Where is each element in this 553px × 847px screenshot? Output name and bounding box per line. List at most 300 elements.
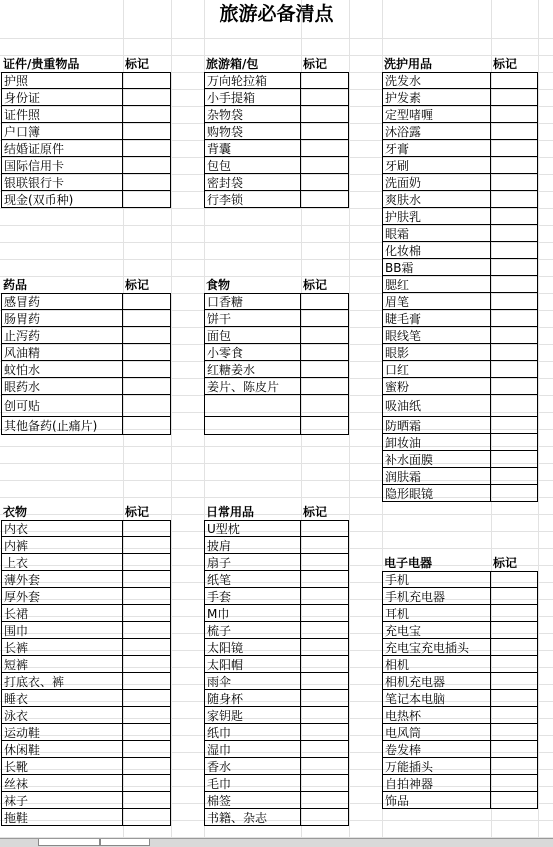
checklist-row [1, 395, 171, 417]
mark-cell[interactable] [491, 639, 538, 655]
checklist-row [1, 792, 171, 809]
item-name-cell[interactable]: 扇子 [204, 554, 301, 570]
checklist-row [1, 174, 171, 191]
item-name-cell[interactable]: 自拍神器 [382, 775, 491, 791]
item-name-cell[interactable]: 手套 [204, 588, 301, 604]
mark-cell[interactable] [123, 310, 171, 326]
mark-cell[interactable] [123, 73, 171, 88]
item-name-cell[interactable]: 洗面奶 [382, 174, 491, 190]
mark-cell[interactable] [301, 157, 349, 173]
checklist-row [382, 106, 538, 123]
checklist-row [1, 775, 171, 792]
item-name-cell[interactable]: 密封袋 [204, 174, 301, 190]
checklist-row [382, 673, 538, 690]
mark-cell[interactable] [301, 327, 349, 343]
item-name-cell[interactable]: 护照 [1, 73, 123, 88]
item-name-cell[interactable]: 万向轮拉箱 [204, 73, 301, 88]
item-name-cell[interactable] [204, 395, 301, 416]
item-name-cell[interactable]: 牙膏 [382, 140, 491, 156]
mark-cell[interactable] [491, 588, 538, 604]
item-name-cell[interactable]: 丝袜 [1, 775, 123, 791]
item-name-cell[interactable]: 爽肤水 [382, 191, 491, 207]
item-name-cell[interactable]: 泳衣 [1, 707, 123, 723]
checklist-row [204, 72, 349, 89]
item-name-cell[interactable]: 相机充电器 [382, 673, 491, 689]
checklist-row [204, 344, 349, 361]
item-name-cell[interactable]: 充电宝充电插头 [382, 639, 491, 655]
checklist-row [204, 724, 349, 741]
mark-cell[interactable] [491, 106, 538, 122]
item-name-cell[interactable]: 饼干 [204, 310, 301, 326]
mark-cell[interactable] [491, 242, 538, 258]
item-name-cell[interactable]: 眼霜 [382, 225, 491, 241]
item-name-cell[interactable]: 毛巾 [204, 775, 301, 791]
mark-cell[interactable] [301, 174, 349, 190]
section-title: 衣物 [3, 505, 28, 519]
checklist-row [204, 537, 349, 554]
mark-cell[interactable] [301, 622, 349, 638]
mark-cell[interactable] [301, 554, 349, 570]
section-header [204, 56, 349, 72]
checklist-row [204, 656, 349, 673]
item-name-cell[interactable]: 蚊怕水 [1, 361, 123, 377]
checklist-row [382, 395, 538, 417]
section-header [1, 277, 171, 293]
mark-cell[interactable] [301, 656, 349, 672]
mark-cell[interactable] [123, 174, 171, 190]
mark-cell[interactable] [491, 758, 538, 774]
item-name-cell[interactable]: 补水面膜 [382, 451, 491, 467]
item-name-cell[interactable]: 眼影 [382, 344, 491, 360]
mark-cell[interactable] [491, 378, 538, 394]
item-name-cell[interactable]: 打底衣、裤 [1, 673, 123, 689]
item-name-cell[interactable]: 吸油纸 [382, 395, 491, 416]
item-name-cell[interactable]: 休闲鞋 [1, 741, 123, 757]
mark-cell[interactable] [301, 707, 349, 723]
item-name-cell[interactable]: 护发素 [382, 89, 491, 105]
mark-cell[interactable] [123, 361, 171, 377]
checklist-row [382, 724, 538, 741]
mark-cell[interactable] [123, 554, 171, 570]
checklist-row [1, 361, 171, 378]
checklist-row [204, 378, 349, 395]
mark-cell[interactable] [491, 741, 538, 757]
item-name-cell[interactable]: 背囊 [204, 140, 301, 156]
item-name-cell[interactable]: 购物袋 [204, 123, 301, 139]
mark-column-header: 标记 [125, 57, 150, 71]
mark-cell[interactable] [491, 344, 538, 360]
mark-cell[interactable] [123, 588, 171, 604]
item-name-cell[interactable]: 眼线笔 [382, 327, 491, 343]
item-name-cell[interactable]: 包包 [204, 157, 301, 173]
checklist-row [1, 741, 171, 758]
checklist-row [382, 775, 538, 792]
section-header [1, 56, 171, 72]
checklist-row [382, 310, 538, 327]
item-name-cell[interactable]: 耳机 [382, 605, 491, 621]
item-name-cell[interactable]: 充电宝 [382, 622, 491, 638]
mark-cell[interactable] [123, 724, 171, 740]
checklist-row [1, 724, 171, 741]
item-name-cell[interactable]: 太阳帽 [204, 656, 301, 672]
mark-cell[interactable] [123, 395, 171, 416]
mark-cell[interactable] [123, 327, 171, 343]
item-name-cell[interactable]: 饰品 [382, 792, 491, 808]
item-name-cell[interactable]: 防晒霜 [382, 417, 491, 433]
mark-cell[interactable] [301, 690, 349, 706]
item-name-cell[interactable]: M巾 [204, 605, 301, 621]
checklist-table [1, 293, 171, 435]
checklist-row [382, 758, 538, 775]
checklist-row [1, 537, 171, 554]
item-name-cell[interactable]: 随身杯 [204, 690, 301, 706]
mark-cell[interactable] [301, 741, 349, 757]
checklist-row [1, 622, 171, 639]
mark-cell[interactable] [123, 792, 171, 808]
item-name-cell[interactable]: 国际信用卡 [1, 157, 123, 173]
checklist-row [382, 588, 538, 605]
checklist-row [382, 225, 538, 242]
item-name-cell[interactable]: 短裤 [1, 656, 123, 672]
mark-column-header: 标记 [303, 505, 328, 519]
mark-cell[interactable] [123, 521, 171, 536]
item-name-cell[interactable]: 拖鞋 [1, 809, 123, 825]
checklist-row [204, 191, 349, 208]
mark-cell[interactable] [301, 344, 349, 360]
mark-cell[interactable] [301, 809, 349, 825]
mark-cell[interactable] [491, 434, 538, 450]
item-name-cell[interactable]: 睡衣 [1, 690, 123, 706]
checklist-row [204, 792, 349, 809]
mark-cell[interactable] [123, 294, 171, 309]
checklist-row [1, 656, 171, 673]
sheet-tab[interactable] [38, 839, 100, 846]
mark-cell[interactable] [123, 537, 171, 553]
item-name-cell[interactable]: 眼药水 [1, 378, 123, 394]
checklist-row [204, 758, 349, 775]
mark-cell[interactable] [301, 191, 349, 207]
checklist-row [1, 809, 171, 826]
item-name-cell[interactable]: 梳子 [204, 622, 301, 638]
item-name-cell[interactable]: 止泻药 [1, 327, 123, 343]
mark-cell[interactable] [491, 451, 538, 467]
mark-cell[interactable] [491, 673, 538, 689]
mark-cell[interactable] [491, 792, 538, 808]
mark-cell[interactable] [123, 344, 171, 360]
item-name-cell[interactable]: 身份证 [1, 89, 123, 105]
checklist-row [1, 310, 171, 327]
checklist-row [204, 174, 349, 191]
item-name-cell[interactable]: 行李锁 [204, 191, 301, 207]
mark-cell[interactable] [123, 417, 171, 434]
item-name-cell[interactable]: 杂物袋 [204, 106, 301, 122]
mark-cell[interactable] [491, 361, 538, 377]
mark-cell[interactable] [123, 140, 171, 156]
mark-cell[interactable] [301, 673, 349, 689]
mark-cell[interactable] [301, 395, 349, 416]
mark-cell[interactable] [491, 140, 538, 156]
mark-cell[interactable] [491, 89, 538, 105]
mark-cell[interactable] [491, 310, 538, 326]
mark-cell[interactable] [123, 571, 171, 587]
item-name-cell[interactable]: 腮红 [382, 276, 491, 292]
checklist-row [382, 656, 538, 673]
mark-cell[interactable] [301, 724, 349, 740]
mark-cell[interactable] [491, 225, 538, 241]
checklist-table [382, 72, 538, 502]
mark-cell[interactable] [491, 327, 538, 343]
mark-cell[interactable] [491, 157, 538, 173]
mark-cell[interactable] [491, 485, 538, 501]
checklist-row [204, 293, 349, 310]
item-name-cell[interactable]: 面包 [204, 327, 301, 343]
mark-cell[interactable] [301, 140, 349, 156]
item-name-cell[interactable]: 护肤乳 [382, 208, 491, 224]
item-name-cell[interactable]: 纸笔 [204, 571, 301, 587]
item-name-cell[interactable]: 长靴 [1, 758, 123, 774]
checklist-row [1, 605, 171, 622]
item-name-cell[interactable]: 太阳镜 [204, 639, 301, 655]
item-name-cell[interactable]: 风油精 [1, 344, 123, 360]
item-name-cell[interactable]: 披肩 [204, 537, 301, 553]
mark-cell[interactable] [491, 605, 538, 621]
mark-cell[interactable] [491, 73, 538, 88]
mark-cell[interactable] [301, 73, 349, 88]
mark-cell[interactable] [123, 775, 171, 791]
checklist-row [382, 417, 538, 434]
item-name-cell[interactable]: 书籍、杂志 [204, 809, 301, 825]
checklist-row [1, 571, 171, 588]
mark-cell[interactable] [301, 775, 349, 791]
item-name-cell[interactable]: 万能插头 [382, 758, 491, 774]
mark-cell[interactable] [123, 758, 171, 774]
mark-cell[interactable] [301, 758, 349, 774]
page-title: 旅游必备清点 [219, 3, 334, 25]
item-name-cell[interactable] [204, 417, 301, 434]
mark-cell[interactable] [123, 106, 171, 122]
item-name-cell[interactable]: 证件照 [1, 106, 123, 122]
checklist-row [1, 639, 171, 656]
checklist-row [382, 276, 538, 293]
mark-cell[interactable] [123, 690, 171, 706]
item-name-cell[interactable]: 肠胃药 [1, 310, 123, 326]
item-name-cell[interactable]: 厚外套 [1, 588, 123, 604]
mark-cell[interactable] [123, 622, 171, 638]
item-name-cell[interactable]: 蜜粉 [382, 378, 491, 394]
item-name-cell[interactable]: 卷发棒 [382, 741, 491, 757]
checklist-row [382, 327, 538, 344]
mark-cell[interactable] [123, 741, 171, 757]
checklist-row [204, 775, 349, 792]
item-name-cell[interactable]: 长裤 [1, 639, 123, 655]
item-name-cell[interactable]: 现金(双币种) [1, 191, 123, 207]
item-name-cell[interactable]: 上衣 [1, 554, 123, 570]
checklist-row [1, 690, 171, 707]
item-name-cell[interactable]: 口红 [382, 361, 491, 377]
item-name-cell[interactable]: 润肤霜 [382, 468, 491, 484]
item-name-cell[interactable]: 银联银行卡 [1, 174, 123, 190]
mark-column-header: 标记 [125, 278, 150, 292]
checklist-row [1, 123, 171, 140]
item-name-cell[interactable]: 香水 [204, 758, 301, 774]
mark-cell[interactable] [491, 707, 538, 723]
item-name-cell[interactable]: 棉签 [204, 792, 301, 808]
checklist-row [204, 588, 349, 605]
section-header [1, 504, 171, 520]
item-name-cell[interactable]: 其他备药(止痛片) [1, 417, 123, 434]
item-name-cell[interactable]: 户口簿 [1, 123, 123, 139]
item-name-cell[interactable]: 口香糖 [204, 294, 301, 309]
mark-cell[interactable] [491, 417, 538, 433]
checklist-row [382, 293, 538, 310]
checklist-row [382, 191, 538, 208]
mark-cell[interactable] [491, 656, 538, 672]
checklist-row [382, 123, 538, 140]
checklist-table [204, 72, 349, 208]
item-name-cell[interactable]: U型枕 [204, 521, 301, 536]
item-name-cell[interactable]: 笔记本电脑 [382, 690, 491, 706]
item-name-cell[interactable]: 睫毛膏 [382, 310, 491, 326]
item-name-cell[interactable]: 牙刷 [382, 157, 491, 173]
sheet-tab[interactable] [100, 839, 150, 846]
item-name-cell[interactable]: 手机 [382, 572, 491, 587]
mark-cell[interactable] [123, 656, 171, 672]
mark-cell[interactable] [123, 639, 171, 655]
mark-cell[interactable] [123, 809, 171, 825]
mark-cell[interactable] [123, 157, 171, 173]
checklist-row [204, 89, 349, 106]
item-name-cell[interactable]: 洗发水 [382, 73, 491, 88]
checklist-row [382, 690, 538, 707]
item-name-cell[interactable]: 湿巾 [204, 741, 301, 757]
mark-column-header: 标记 [303, 57, 328, 71]
item-name-cell[interactable]: 结婚证原件 [1, 140, 123, 156]
mark-cell[interactable] [491, 395, 538, 416]
mark-cell[interactable] [123, 123, 171, 139]
mark-cell[interactable] [123, 191, 171, 207]
mark-cell[interactable] [301, 378, 349, 394]
checklist-row [204, 605, 349, 622]
mark-cell[interactable] [301, 310, 349, 326]
item-name-cell[interactable]: 纸巾 [204, 724, 301, 740]
item-name-cell[interactable]: 隐形眼镜 [382, 485, 491, 501]
mark-cell[interactable] [301, 537, 349, 553]
mark-cell[interactable] [123, 605, 171, 621]
mark-cell[interactable] [491, 468, 538, 484]
mark-cell[interactable] [301, 361, 349, 377]
item-name-cell[interactable]: 姜片、陈皮片 [204, 378, 301, 394]
section-header [382, 555, 538, 571]
item-name-cell[interactable]: 眉笔 [382, 293, 491, 309]
mark-cell[interactable] [301, 571, 349, 587]
item-name-cell[interactable]: 家钥匙 [204, 707, 301, 723]
item-name-cell[interactable]: 小手提箱 [204, 89, 301, 105]
mark-cell[interactable] [491, 191, 538, 207]
mark-cell[interactable] [301, 792, 349, 808]
mark-cell[interactable] [301, 123, 349, 139]
item-name-cell[interactable]: 红糖姜水 [204, 361, 301, 377]
mark-column-header: 标记 [493, 57, 518, 71]
mark-cell[interactable] [491, 572, 538, 587]
checklist-table [204, 520, 349, 826]
section-title: 药品 [3, 278, 28, 292]
checklist-row [382, 792, 538, 809]
checklist-row [382, 378, 538, 395]
mark-cell[interactable] [123, 89, 171, 105]
checklist-row [1, 89, 171, 106]
mark-cell[interactable] [123, 707, 171, 723]
mark-cell[interactable] [491, 690, 538, 706]
mark-column-header: 标记 [303, 278, 328, 292]
checklist-row [382, 259, 538, 276]
item-name-cell[interactable]: 雨伞 [204, 673, 301, 689]
section-header [204, 504, 349, 520]
item-name-cell[interactable]: 袜子 [1, 792, 123, 808]
item-name-cell[interactable]: 内裤 [1, 537, 123, 553]
item-name-cell[interactable]: 感冒药 [1, 294, 123, 309]
mark-cell[interactable] [301, 106, 349, 122]
mark-cell[interactable] [491, 276, 538, 292]
mark-cell[interactable] [491, 208, 538, 224]
mark-cell[interactable] [123, 673, 171, 689]
item-name-cell[interactable]: 卸妆油 [382, 434, 491, 450]
item-name-cell[interactable]: 长裙 [1, 605, 123, 621]
mark-cell[interactable] [301, 294, 349, 309]
checklist-row [204, 690, 349, 707]
item-name-cell[interactable]: 化妆棉 [382, 242, 491, 258]
checklist-row [204, 417, 349, 435]
mark-cell[interactable] [491, 775, 538, 791]
mark-cell[interactable] [491, 724, 538, 740]
mark-cell[interactable] [491, 174, 538, 190]
checklist-row [204, 310, 349, 327]
mark-cell[interactable] [301, 639, 349, 655]
mark-cell[interactable] [301, 588, 349, 604]
mark-cell[interactable] [301, 605, 349, 621]
checklist-row [1, 327, 171, 344]
item-name-cell[interactable]: 电风筒 [382, 724, 491, 740]
item-name-cell[interactable]: BB霜 [382, 259, 491, 275]
item-name-cell[interactable]: 手机充电器 [382, 588, 491, 604]
item-name-cell[interactable]: 内衣 [1, 521, 123, 536]
checklist-row [382, 89, 538, 106]
item-name-cell[interactable]: 创可贴 [1, 395, 123, 416]
mark-cell[interactable] [301, 417, 349, 434]
checklist-row [1, 140, 171, 157]
grid-column-line [171, 0, 172, 846]
mark-cell[interactable] [301, 89, 349, 105]
mark-cell[interactable] [491, 259, 538, 275]
mark-cell[interactable] [491, 622, 538, 638]
section-title: 旅游箱/包 [206, 57, 259, 71]
mark-cell[interactable] [491, 293, 538, 309]
item-name-cell[interactable]: 定型啫喱 [382, 106, 491, 122]
mark-cell[interactable] [301, 521, 349, 536]
checklist-row [382, 485, 538, 502]
checklist-row [1, 758, 171, 775]
item-name-cell[interactable]: 薄外套 [1, 571, 123, 587]
item-name-cell[interactable]: 相机 [382, 656, 491, 672]
checklist-row [382, 434, 538, 451]
item-name-cell[interactable]: 运动鞋 [1, 724, 123, 740]
item-name-cell[interactable]: 围巾 [1, 622, 123, 638]
mark-cell[interactable] [123, 378, 171, 394]
item-name-cell[interactable]: 电热杯 [382, 707, 491, 723]
item-name-cell[interactable]: 沐浴露 [382, 123, 491, 139]
checklist-row [204, 554, 349, 571]
mark-cell[interactable] [491, 123, 538, 139]
item-name-cell[interactable]: 小零食 [204, 344, 301, 360]
